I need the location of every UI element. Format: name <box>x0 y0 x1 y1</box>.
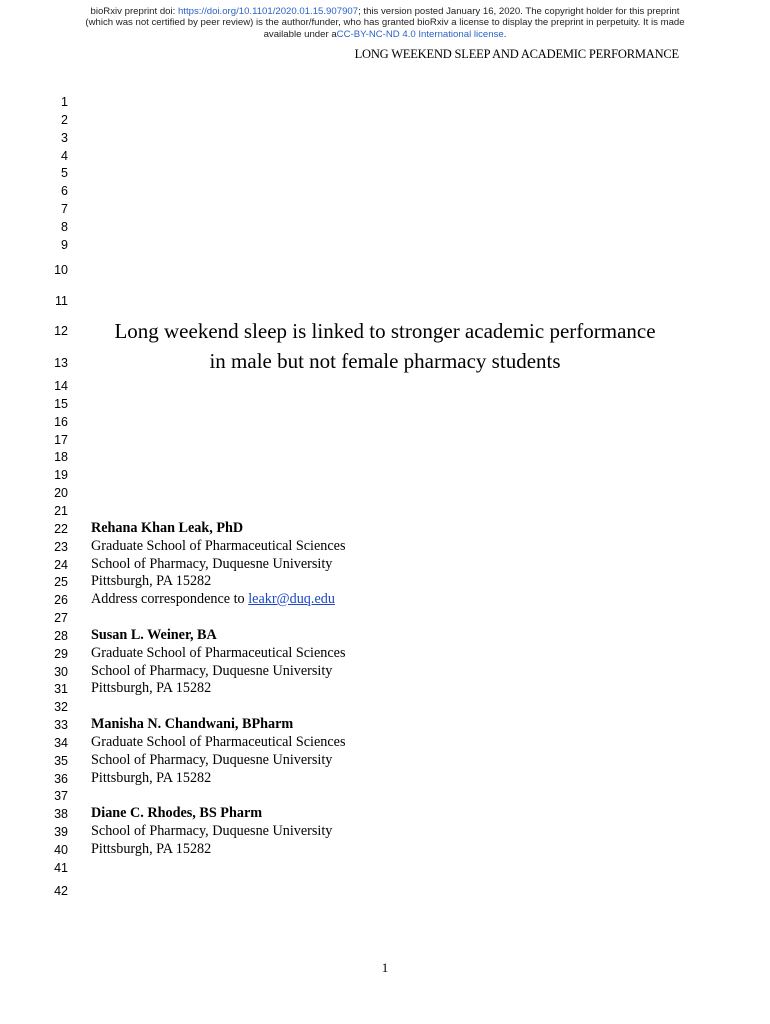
line-number: 7 <box>61 202 68 216</box>
line-number: 20 <box>54 486 68 500</box>
line-number: 37 <box>54 789 68 803</box>
line-number: 6 <box>61 184 68 198</box>
doi-link[interactable]: https://doi.org/10.1101/2020.01.15.907907 <box>177 6 359 17</box>
line-number: 42 <box>54 884 68 898</box>
line-number: 1 <box>61 95 68 109</box>
running-head: LONG WEEKEND SLEEP AND ACADEMIC PERFORMANCE <box>354 47 679 61</box>
affiliation-line: Pittsburgh, PA 15282 <box>91 841 212 857</box>
email-link[interactable]: leakr@duq.edu <box>248 591 335 607</box>
license-link[interactable]: CC-BY-NC-ND 4.0 International license <box>336 28 504 40</box>
notice-doi-prefix: bioRxiv preprint doi: <box>90 6 178 17</box>
line-number: 26 <box>54 593 68 607</box>
title-line-1: Long weekend sleep is linked to stronger academic performance <box>114 319 656 343</box>
author-name: Diane C. Rhodes, BS Pharm <box>91 805 263 821</box>
notice-license-prefix: available under a <box>263 28 337 40</box>
author-name: Rehana Khan Leak, PhD <box>91 520 244 536</box>
affiliation-line: Pittsburgh, PA 15282 <box>91 770 212 786</box>
line-number: 39 <box>54 825 68 839</box>
line-number: 5 <box>61 166 68 180</box>
line-number: 2 <box>61 113 68 127</box>
line-number: 16 <box>54 415 68 429</box>
line-number: 8 <box>61 220 68 234</box>
line-number: 18 <box>54 450 68 464</box>
affiliation-line: Graduate School of Pharmaceutical Sciences <box>91 734 346 750</box>
line-number: 29 <box>54 647 68 661</box>
line-number: 23 <box>54 540 68 554</box>
line-number: 28 <box>54 629 68 643</box>
line-number: 34 <box>54 736 68 750</box>
line-number: 32 <box>54 700 68 714</box>
affiliation-line: School of Pharmacy, Duquesne University <box>91 556 333 572</box>
line-number: 12 <box>54 324 68 338</box>
line-number: 21 <box>54 504 68 518</box>
author-name: Manisha N. Chandwani, BPharm <box>91 716 294 732</box>
line-number: 25 <box>54 575 68 589</box>
line-number: 41 <box>54 861 68 875</box>
affiliation-line: Pittsburgh, PA 15282 <box>91 680 212 696</box>
line-number: 31 <box>54 682 68 696</box>
affiliation-line: Pittsburgh, PA 15282 <box>91 573 212 589</box>
line-number: 22 <box>54 522 68 536</box>
author-name: Susan L. Weiner, BA <box>91 627 217 643</box>
affiliation-line: School of Pharmacy, Duquesne University <box>91 823 333 839</box>
line-number: 33 <box>54 718 68 732</box>
notice-line-3-suffix: . <box>503 28 507 40</box>
line-number: 15 <box>54 397 68 411</box>
correspondence-label: Address correspondence to <box>91 591 249 607</box>
line-number: 36 <box>54 772 68 786</box>
line-number: 11 <box>55 294 68 308</box>
line-number: 14 <box>54 379 68 393</box>
affiliation-line: School of Pharmacy, Duquesne University <box>91 752 333 768</box>
line-number: 17 <box>54 433 68 447</box>
line-number: 27 <box>54 611 68 625</box>
line-number: 13 <box>54 356 68 370</box>
affiliation-line: Graduate School of Pharmaceutical Sciences <box>91 538 346 554</box>
correspondence-line <box>91 591 335 608</box>
line-number: 35 <box>54 754 68 768</box>
page-number: 1 <box>381 960 389 975</box>
line-number: 19 <box>54 468 68 482</box>
line-number: 3 <box>61 131 68 145</box>
affiliation-line: School of Pharmacy, Duquesne University <box>91 663 333 679</box>
notice-line-2: (which was not certified by peer review) is the author/funder, who has granted bioRxiv a license to display the preprint in perpetuity. It is made <box>85 17 685 29</box>
title-line-2: in male but not female pharmacy students <box>209 349 561 373</box>
notice-line-1-suffix: ; this version posted January 16, 2020. The copyright holder for this preprint <box>358 6 680 17</box>
line-number: 40 <box>54 843 68 857</box>
line-number: 24 <box>54 558 68 572</box>
line-number: 10 <box>54 263 68 277</box>
affiliation-line: Graduate School of Pharmaceutical Sciences <box>91 645 346 661</box>
line-number: 30 <box>54 665 68 679</box>
line-number: 38 <box>54 807 68 821</box>
notice-line-3 <box>40 29 730 40</box>
preprint-notice <box>40 6 730 40</box>
paper-title <box>80 316 690 376</box>
notice-line-1 <box>40 6 730 17</box>
line-number: 4 <box>61 149 68 163</box>
line-number: 9 <box>61 238 68 252</box>
